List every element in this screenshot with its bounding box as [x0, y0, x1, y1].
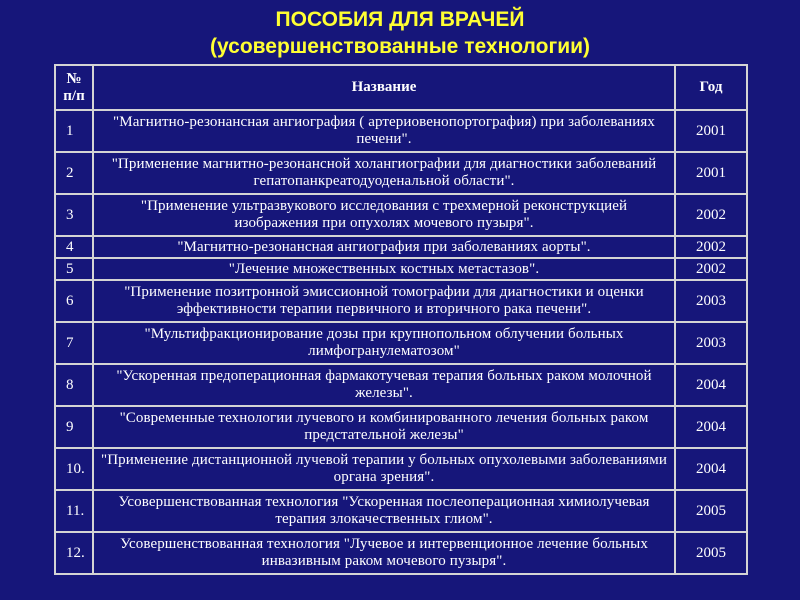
row-year: 2004 — [675, 406, 747, 448]
row-num: 1 — [55, 110, 93, 152]
table-row — [55, 364, 747, 406]
row-year: 2001 — [675, 152, 747, 194]
row-year: 2002 — [675, 258, 747, 280]
row-num: 5 — [55, 258, 93, 280]
table-row — [55, 322, 747, 364]
row-year: 2003 — [675, 322, 747, 364]
table-row — [55, 490, 747, 532]
table-row — [55, 448, 747, 490]
row-num: 6 — [55, 280, 93, 322]
row-num: 9 — [55, 406, 93, 448]
row-name: Усовершенствованная технология "Лучевое и интервенционное лечение больных инвазивным раком мочевого пузыря". — [93, 532, 675, 574]
table-row — [55, 532, 747, 574]
table-row — [55, 258, 747, 280]
table-row — [55, 110, 747, 152]
row-name: "Применение дистанционной лучевой терапии у больных опухолевыми заболеваниями органа зрения". — [93, 448, 675, 490]
row-num: 8 — [55, 364, 93, 406]
guides-table — [54, 64, 748, 575]
row-year: 2005 — [675, 490, 747, 532]
row-year: 2001 — [675, 110, 747, 152]
row-year: 2004 — [675, 364, 747, 406]
row-num: 4 — [55, 236, 93, 258]
table-header-row — [55, 65, 747, 110]
row-name: "Применение магнитно-резонансной холангиографии для диагностики заболеваний гепатопанкреатодуоденальной области". — [93, 152, 675, 194]
column-header-year: Год — [675, 65, 747, 110]
table-row — [55, 152, 747, 194]
row-name: "Применение позитронной эмиссионной томографии для диагностики и оценки эффективности терапии первичного и вторичного рака печени". — [93, 280, 675, 322]
row-name: Усовершенствованная технология "Ускоренная послеоперационная химиолучевая терапия злокачественных глиом". — [93, 490, 675, 532]
row-num: 2 — [55, 152, 93, 194]
page-subtitle: (усовершенствованные технологии) — [209, 35, 591, 58]
column-header-num: № п/п — [55, 65, 93, 110]
table-row — [55, 406, 747, 448]
table-row — [55, 280, 747, 322]
table-row — [55, 236, 747, 258]
row-name: "Применение ультразвукового исследования с трехмерной реконструкцией изображения при опухолях мочевого пузыря". — [93, 194, 675, 236]
row-year: 2002 — [675, 236, 747, 258]
row-year: 2003 — [675, 280, 747, 322]
row-name: "Ускоренная предоперационная фармакотучевая терапия больных раком молочной железы". — [93, 364, 675, 406]
row-year: 2005 — [675, 532, 747, 574]
page-title: ПОСОБИЯ ДЛЯ ВРАЧЕЙ — [275, 8, 525, 31]
row-num: 12. — [55, 532, 93, 574]
row-num: 10. — [55, 448, 93, 490]
row-year: 2004 — [675, 448, 747, 490]
title-block — [0, 6, 800, 60]
row-num: 7 — [55, 322, 93, 364]
row-name: "Лечение множественных костных метастазов". — [93, 258, 675, 280]
row-num: 3 — [55, 194, 93, 236]
row-name: "Магнитно-резонансная ангиография ( артериовенопортография) при заболеваниях печени". — [93, 110, 675, 152]
row-year: 2002 — [675, 194, 747, 236]
column-header-name: Название — [93, 65, 675, 110]
table-row — [55, 194, 747, 236]
row-name: "Магнитно-резонансная ангиография при заболеваниях аорты". — [93, 236, 675, 258]
row-name: "Мультифракционирование дозы при крупнопольном облучении больных лимфогранулематозом" — [93, 322, 675, 364]
row-num: 11. — [55, 490, 93, 532]
row-name: "Современные технологии лучевого и комбинированного лечения больных раком предстательной железы" — [93, 406, 675, 448]
